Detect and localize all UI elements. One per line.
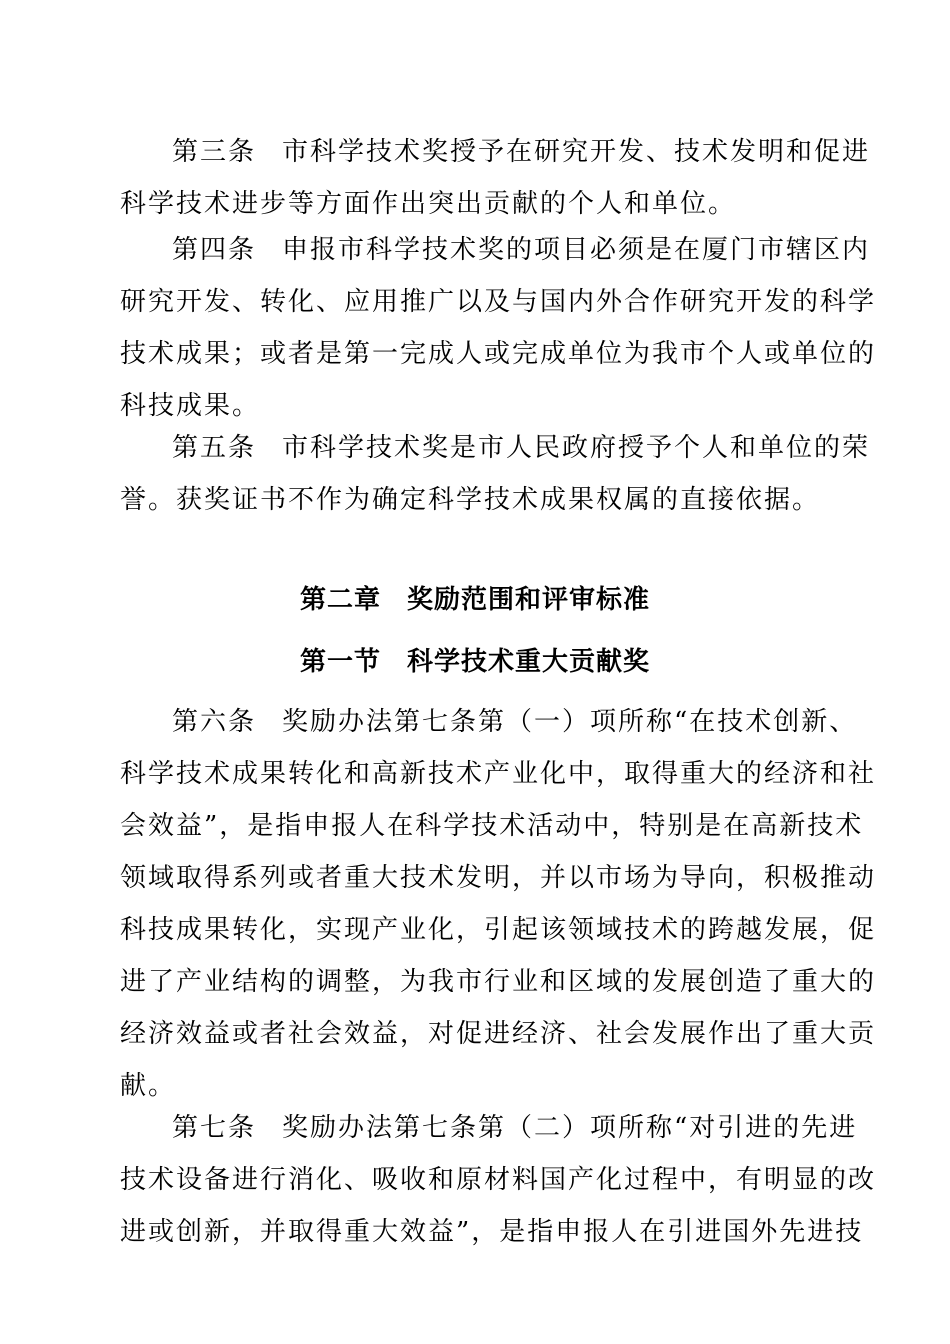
article-4 <box>120 224 877 432</box>
article-6-line-1: 奖励办法第七条第（一）项所称“在技术创新、 <box>282 707 858 737</box>
article-3-line-2: 科学技术进步等方面作出突出贡献的个人和单位。 <box>120 189 737 219</box>
article-7 <box>120 1102 877 1258</box>
article-5 <box>120 422 871 526</box>
section-label: 第一节 <box>299 647 381 677</box>
article-6-line-8: 献。 <box>120 1071 177 1101</box>
article-5-line-1: 市科学技术奖是市人民政府授予个人和单位的荣 <box>282 433 871 463</box>
article-6-label: 第六条 <box>172 707 257 737</box>
article-6-line-3: 会效益”，是指申报人在科学技术活动中，特别是在高新技术 <box>120 811 864 841</box>
chapter-label: 第二章 <box>299 585 381 615</box>
article-6-line-5: 科技成果转化，实现产业化，引起该领域技术的跨越发展，促 <box>120 915 877 945</box>
article-4-line-3: 技术成果；或者是第一完成人或完成单位为我市个人或单位的 <box>120 339 877 369</box>
article-5-label: 第五条 <box>172 433 257 463</box>
article-6-line-6: 进了产业结构的调整，为我市行业和区域的发展创造了重大的 <box>120 967 877 997</box>
article-7-line-1: 奖励办法第七条第（二）项所称“对引进的先进 <box>282 1113 858 1143</box>
article-4-line-2: 研究开发、转化、应用推广以及与国内外合作研究开发的科学 <box>120 287 877 317</box>
chapter-heading <box>0 580 950 620</box>
article-6-line-4: 领域取得系列或者重大技术发明，并以市场为导向，积极推动 <box>120 863 877 893</box>
article-7-line-3: 进或创新，并取得重大效益”，是指申报人在引进国外先进技 <box>120 1217 864 1247</box>
article-3 <box>120 126 871 230</box>
article-7-line-2: 技术设备进行消化、吸收和原材料国产化过程中，有明显的改 <box>120 1165 877 1195</box>
article-4-label: 第四条 <box>172 235 257 265</box>
chapter-title: 奖励范围和评审标准 <box>407 585 651 615</box>
article-3-label: 第三条 <box>172 137 257 167</box>
article-7-label: 第七条 <box>172 1113 257 1143</box>
article-6-line-2: 科学技术成果转化和高新技术产业化中，取得重大的经济和社 <box>120 759 877 789</box>
article-4-line-4: 科技成果。 <box>120 391 261 421</box>
article-3-line-1: 市科学技术奖授予在研究开发、技术发明和促进 <box>282 137 871 167</box>
section-heading <box>0 642 950 682</box>
section-title: 科学技术重大贡献奖 <box>407 647 651 677</box>
article-5-line-2: 誉。获奖证书不作为确定科学技术成果权属的直接依据。 <box>120 485 821 515</box>
article-6-line-7: 经济效益或者社会效益，对促进经济、社会发展作出了重大贡 <box>120 1019 877 1049</box>
article-6 <box>120 696 877 1112</box>
article-4-line-1: 申报市科学技术奖的项目必须是在厦门市辖区内 <box>282 235 871 265</box>
